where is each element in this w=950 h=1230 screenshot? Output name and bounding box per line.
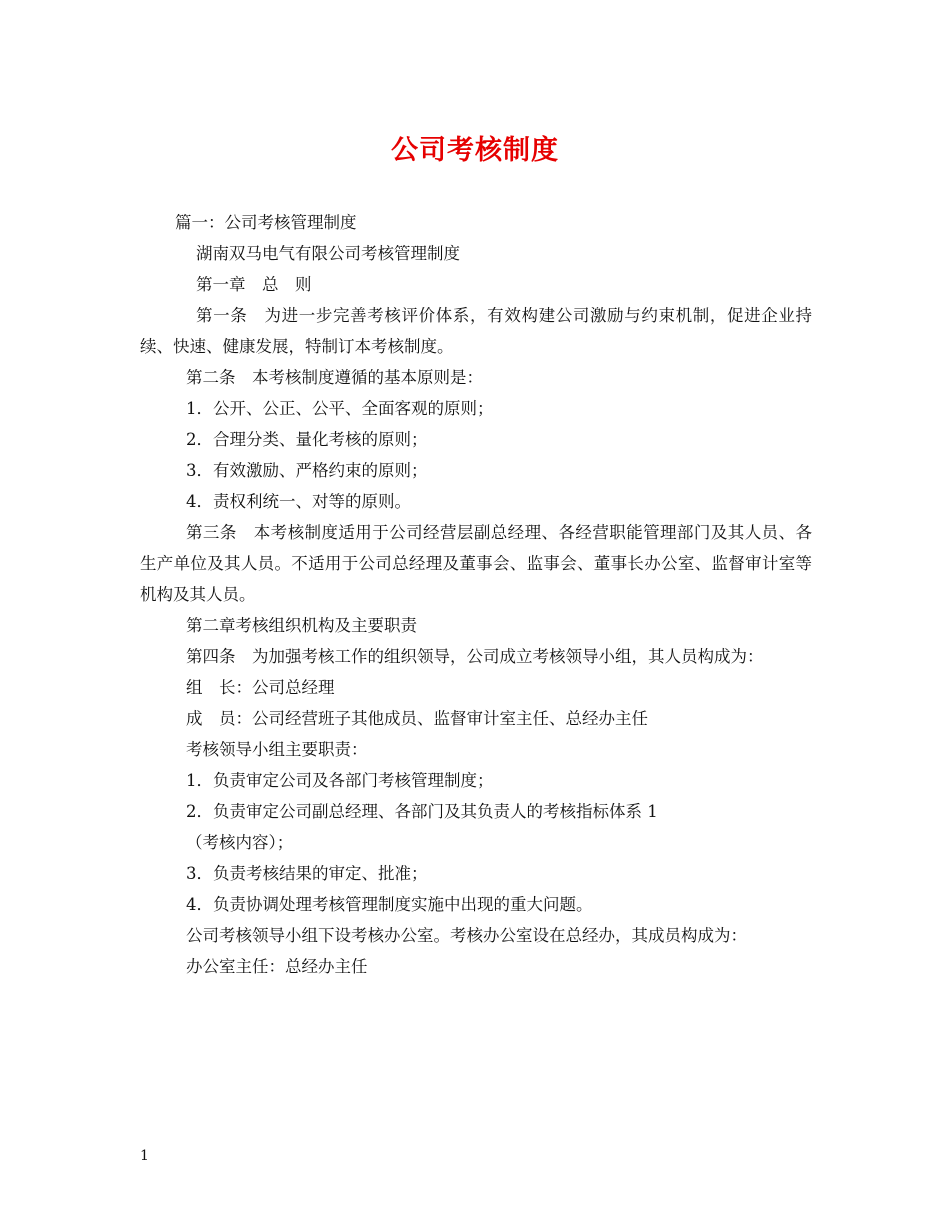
paragraph-principle-3: 3．有效激励、严格约束的原则；	[186, 461, 428, 480]
paragraph-duty-3: 3．负责考核结果的审定、批准；	[186, 864, 428, 883]
paragraph-duties-heading: 考核领导小组主要职责：	[186, 740, 368, 759]
paragraph-office-setup: 公司考核领导小组下设考核办公室。考核办公室设在总经办，其成员构成为：	[186, 926, 747, 945]
paragraph-article-3: 第三条 本考核制度适用于公司经营层副总经理、各经营职能管理部门及其人员、各生产单位及其人员。不适用于公司总经理及董事会、监事会、董事长办公室、监督审计室等机构及其人员。	[140, 523, 812, 604]
paragraph-principle-2: 2．合理分类、量化考核的原则；	[186, 430, 428, 449]
paragraph-company-title: 湖南双马电气有限公司考核管理制度	[196, 244, 460, 263]
document-title: 公司考核制度	[391, 135, 559, 166]
paragraph-chapter-1: 第一章 总 则	[196, 275, 312, 294]
paragraph-duty-1: 1．负责审定公司及各部门考核管理制度；	[186, 771, 494, 790]
paragraph-duty-4: 4．负责协调处理考核管理制度实施中出现的重大问题。	[186, 895, 593, 914]
paragraph-duty-2-continued: （考核内容）；	[186, 833, 294, 852]
paragraph-members: 成 员：公司经营班子其他成员、监督审计室主任、总经办主任	[186, 709, 648, 728]
paragraph-duty-2: 2．负责审定公司副总经理、各部门及其负责人的考核指标体系 1	[186, 802, 658, 821]
paragraph-office-director: 办公室主任：总经办主任	[186, 957, 368, 976]
paragraph-leader: 组 长：公司总经理	[186, 678, 335, 697]
paragraph-article-4: 第四条 为加强考核工作的组织领导，公司成立考核领导小组，其人员构成为：	[186, 647, 764, 666]
page-number: 1	[140, 1148, 149, 1164]
paragraph-article-1: 第一条 为进一步完善考核评价体系，有效构建公司激励与约束机制，促进企业持续、快速、健康发展，特制订本考核制度。	[140, 306, 812, 356]
paragraph-principle-4: 4．责权利统一、对等的原则。	[186, 492, 411, 511]
paragraph-principle-1: 1．公开、公正、公平、全面客观的原则；	[186, 399, 494, 418]
paragraph-chapter-2: 第二章考核组织机构及主要职责	[186, 616, 417, 635]
paragraph-article-2: 第二条 本考核制度遵循的基本原则是：	[186, 368, 483, 387]
document-body	[140, 207, 812, 982]
paragraph-section-heading: 篇一：公司考核管理制度	[175, 213, 357, 232]
